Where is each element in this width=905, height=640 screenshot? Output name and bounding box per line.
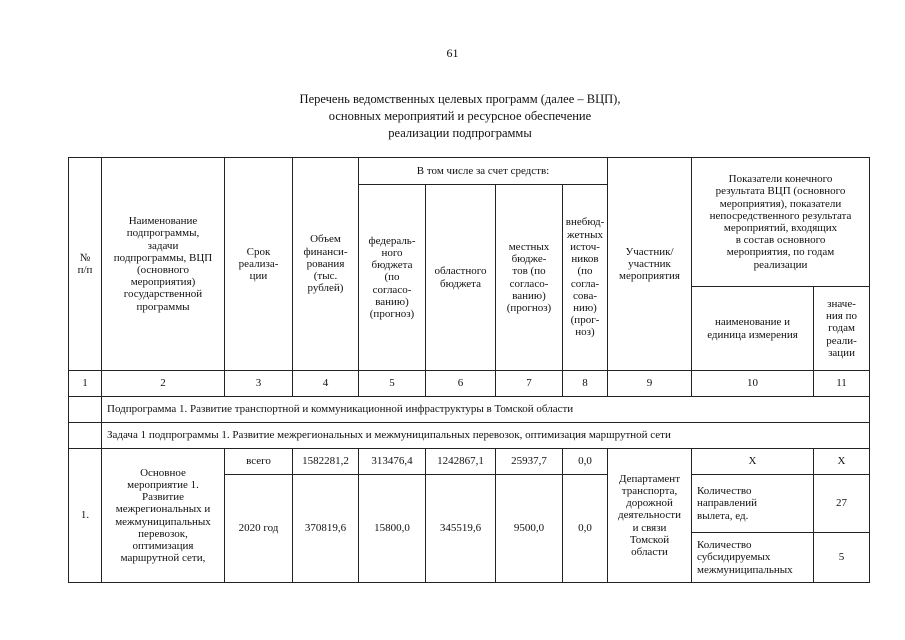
column-number: 10 bbox=[692, 371, 814, 397]
indicator-name bbox=[692, 475, 814, 533]
indicator-name-total: Х bbox=[692, 449, 814, 475]
text-line: согла- bbox=[570, 277, 600, 290]
text-line: межрегиональных и bbox=[115, 503, 211, 516]
text-line: согласо- bbox=[509, 277, 549, 290]
text-line: Показатели конечного bbox=[728, 173, 833, 186]
text-line: деятельности bbox=[618, 509, 681, 522]
text-line: годам bbox=[828, 322, 855, 335]
blank-cell bbox=[69, 423, 102, 449]
text-line: государственной bbox=[123, 288, 203, 301]
header-participant bbox=[608, 158, 692, 371]
column-number: 5 bbox=[359, 371, 426, 397]
federal-year: 15800,0 bbox=[359, 475, 426, 583]
column-number: 7 bbox=[496, 371, 563, 397]
text-line: Томской bbox=[629, 533, 670, 546]
header-volume bbox=[293, 158, 359, 371]
text-line: № bbox=[79, 251, 91, 264]
text-line: реализации bbox=[753, 258, 808, 271]
extra-total: 0,0 bbox=[563, 449, 608, 475]
text-line: единица измерения bbox=[707, 328, 798, 341]
text-line: Департамент bbox=[619, 472, 681, 485]
volume-total: 1582281,2 bbox=[293, 449, 359, 475]
text-line: Развитие bbox=[141, 491, 184, 504]
text-line: программы bbox=[136, 300, 190, 313]
text-line: Количество bbox=[697, 539, 752, 552]
text-line: тов (по bbox=[512, 265, 546, 278]
text-line: (по bbox=[577, 265, 593, 278]
indicator-name bbox=[692, 533, 814, 583]
header-num bbox=[69, 158, 102, 371]
text-line: финанси- bbox=[303, 245, 348, 258]
column-number: 4 bbox=[293, 371, 359, 397]
title-line: реализации подпрограммы bbox=[388, 126, 532, 140]
text-line: оптимизация bbox=[132, 539, 194, 552]
header-including: В том числе за счет средств: bbox=[359, 158, 608, 185]
text-line: задачи bbox=[147, 239, 179, 252]
table-row bbox=[69, 449, 870, 475]
text-line: жетных bbox=[567, 228, 603, 241]
text-line: межмуниципальных bbox=[115, 515, 211, 528]
text-line: ванию) bbox=[375, 295, 409, 308]
text-line: ников bbox=[571, 253, 599, 266]
text-line: области bbox=[631, 546, 668, 558]
text-line: межмуниципальных bbox=[697, 563, 793, 576]
text-line: областного bbox=[434, 265, 487, 278]
regional-year: 345519,6 bbox=[426, 475, 496, 583]
header-federal bbox=[359, 185, 426, 371]
row-number: 1. bbox=[69, 449, 102, 583]
text-line: ного bbox=[381, 246, 403, 259]
text-line: дорожной bbox=[626, 497, 673, 510]
text-line: рублей) bbox=[307, 282, 344, 295]
header-indicators bbox=[692, 158, 870, 287]
text-line: маршрутной сети, bbox=[120, 552, 206, 565]
local-year: 9500,0 bbox=[496, 475, 563, 583]
volume-year: 370819,6 bbox=[293, 475, 359, 583]
column-number: 2 bbox=[102, 371, 225, 397]
column-number: 11 bbox=[814, 371, 870, 397]
text-line: сова- bbox=[573, 289, 597, 302]
text-line: мероприятие 1. bbox=[127, 478, 199, 491]
participant bbox=[608, 449, 692, 583]
text-line: (прог- bbox=[570, 314, 600, 327]
text-line: Основное bbox=[140, 466, 186, 479]
text-line: в состав основного bbox=[735, 234, 826, 247]
text-line: результата ВЦП (основного bbox=[715, 185, 846, 198]
header-local bbox=[496, 185, 563, 371]
extra-year: 0,0 bbox=[563, 475, 608, 583]
text-line: зации bbox=[828, 346, 855, 359]
column-number: 6 bbox=[426, 371, 496, 397]
text-line: реали- bbox=[826, 334, 857, 347]
page-title bbox=[200, 91, 720, 142]
text-line: п/п bbox=[77, 264, 93, 276]
text-line: мероприятий, входящих bbox=[723, 222, 838, 234]
title-line: основных мероприятий и ресурсное обеспечение bbox=[328, 109, 592, 123]
text-line: и связи bbox=[632, 521, 667, 534]
program-table bbox=[68, 157, 870, 583]
header-name bbox=[102, 158, 225, 371]
text-line: (основного bbox=[136, 264, 190, 276]
text-line: нию) bbox=[573, 301, 597, 314]
text-line: рования bbox=[306, 257, 345, 270]
text-line: Срок bbox=[246, 245, 271, 258]
text-line: подпрограммы, ВЦП bbox=[113, 251, 213, 264]
text-line: (по bbox=[384, 271, 400, 284]
text-line: подпрограммы, bbox=[126, 227, 200, 240]
activity-name bbox=[102, 449, 225, 583]
text-line: согласо- bbox=[372, 283, 412, 296]
text-line: мероприятия), показатели bbox=[719, 197, 842, 210]
text-line: мероприятия bbox=[619, 270, 680, 283]
text-line: бюдже- bbox=[511, 253, 547, 266]
indicator-value: 27 bbox=[814, 475, 870, 533]
text-line: бюджета bbox=[371, 259, 413, 272]
text-line: значе- bbox=[827, 297, 856, 310]
text-line: ванию) bbox=[512, 289, 546, 302]
header-indicator-values bbox=[814, 287, 870, 371]
text-line: субсидируемых bbox=[697, 551, 771, 564]
column-number: 8 bbox=[563, 371, 608, 397]
page-number: 61 bbox=[446, 46, 459, 60]
text-line: ноз) bbox=[575, 326, 595, 339]
text-line: реализа- bbox=[238, 257, 279, 270]
text-line: источ- bbox=[570, 240, 600, 253]
text-line: внебюд- bbox=[565, 216, 605, 229]
text-line: мероприятия, по годам bbox=[726, 246, 835, 259]
text-line: наименование и bbox=[714, 316, 791, 329]
period-year: 2020 год bbox=[225, 475, 293, 583]
column-number-row bbox=[69, 371, 870, 397]
column-number: 1 bbox=[69, 371, 102, 397]
title-line: Перечень ведомственных целевых программ (далее – ВЦП), bbox=[299, 92, 621, 106]
text-line: ния по bbox=[826, 310, 857, 323]
header-indicator-name bbox=[692, 287, 814, 371]
text-line: непосредственного результата bbox=[709, 209, 852, 222]
text-line: вылета, ед. bbox=[697, 509, 749, 522]
header-regional bbox=[426, 185, 496, 371]
header-extra bbox=[563, 185, 608, 371]
text-line: Объем bbox=[310, 233, 341, 246]
text-line: Наименование bbox=[128, 215, 198, 228]
header-period bbox=[225, 158, 293, 371]
text-line: федераль- bbox=[368, 234, 416, 247]
text-line: (прогноз) bbox=[506, 301, 552, 314]
text-line: бюджета bbox=[439, 277, 481, 290]
text-line: местных bbox=[508, 240, 550, 253]
text-line: мероприятия) bbox=[130, 276, 196, 289]
text-line: транспорта, bbox=[621, 484, 678, 497]
column-number: 9 bbox=[608, 371, 692, 397]
text-line: ции bbox=[249, 270, 268, 283]
indicator-value-total: Х bbox=[814, 449, 870, 475]
indicator-value: 5 bbox=[814, 533, 870, 583]
column-number: 3 bbox=[225, 371, 293, 397]
text-line: Количество bbox=[697, 485, 752, 498]
subprogram-title: Подпрограмма 1. Развитие транспортной и коммуникационной инфраструктуры в Томской области bbox=[102, 397, 870, 423]
text-line: (прогноз) bbox=[369, 308, 415, 320]
text-line: Участник/ bbox=[625, 245, 674, 258]
federal-total: 313476,4 bbox=[359, 449, 426, 475]
local-total: 25937,7 bbox=[496, 449, 563, 475]
period-total: всего bbox=[225, 449, 293, 475]
blank-cell bbox=[69, 397, 102, 423]
text-line: (тыс. bbox=[313, 270, 338, 283]
text-line: перевозок, bbox=[138, 527, 188, 540]
regional-total: 1242867,1 bbox=[426, 449, 496, 475]
text-line: направлений bbox=[697, 497, 757, 510]
text-line: участник bbox=[628, 257, 671, 270]
task-title: Задача 1 подпрограммы 1. Развитие межрегиональных и межмуниципальных перевозок, оптимизация маршрутной сети bbox=[102, 423, 870, 449]
